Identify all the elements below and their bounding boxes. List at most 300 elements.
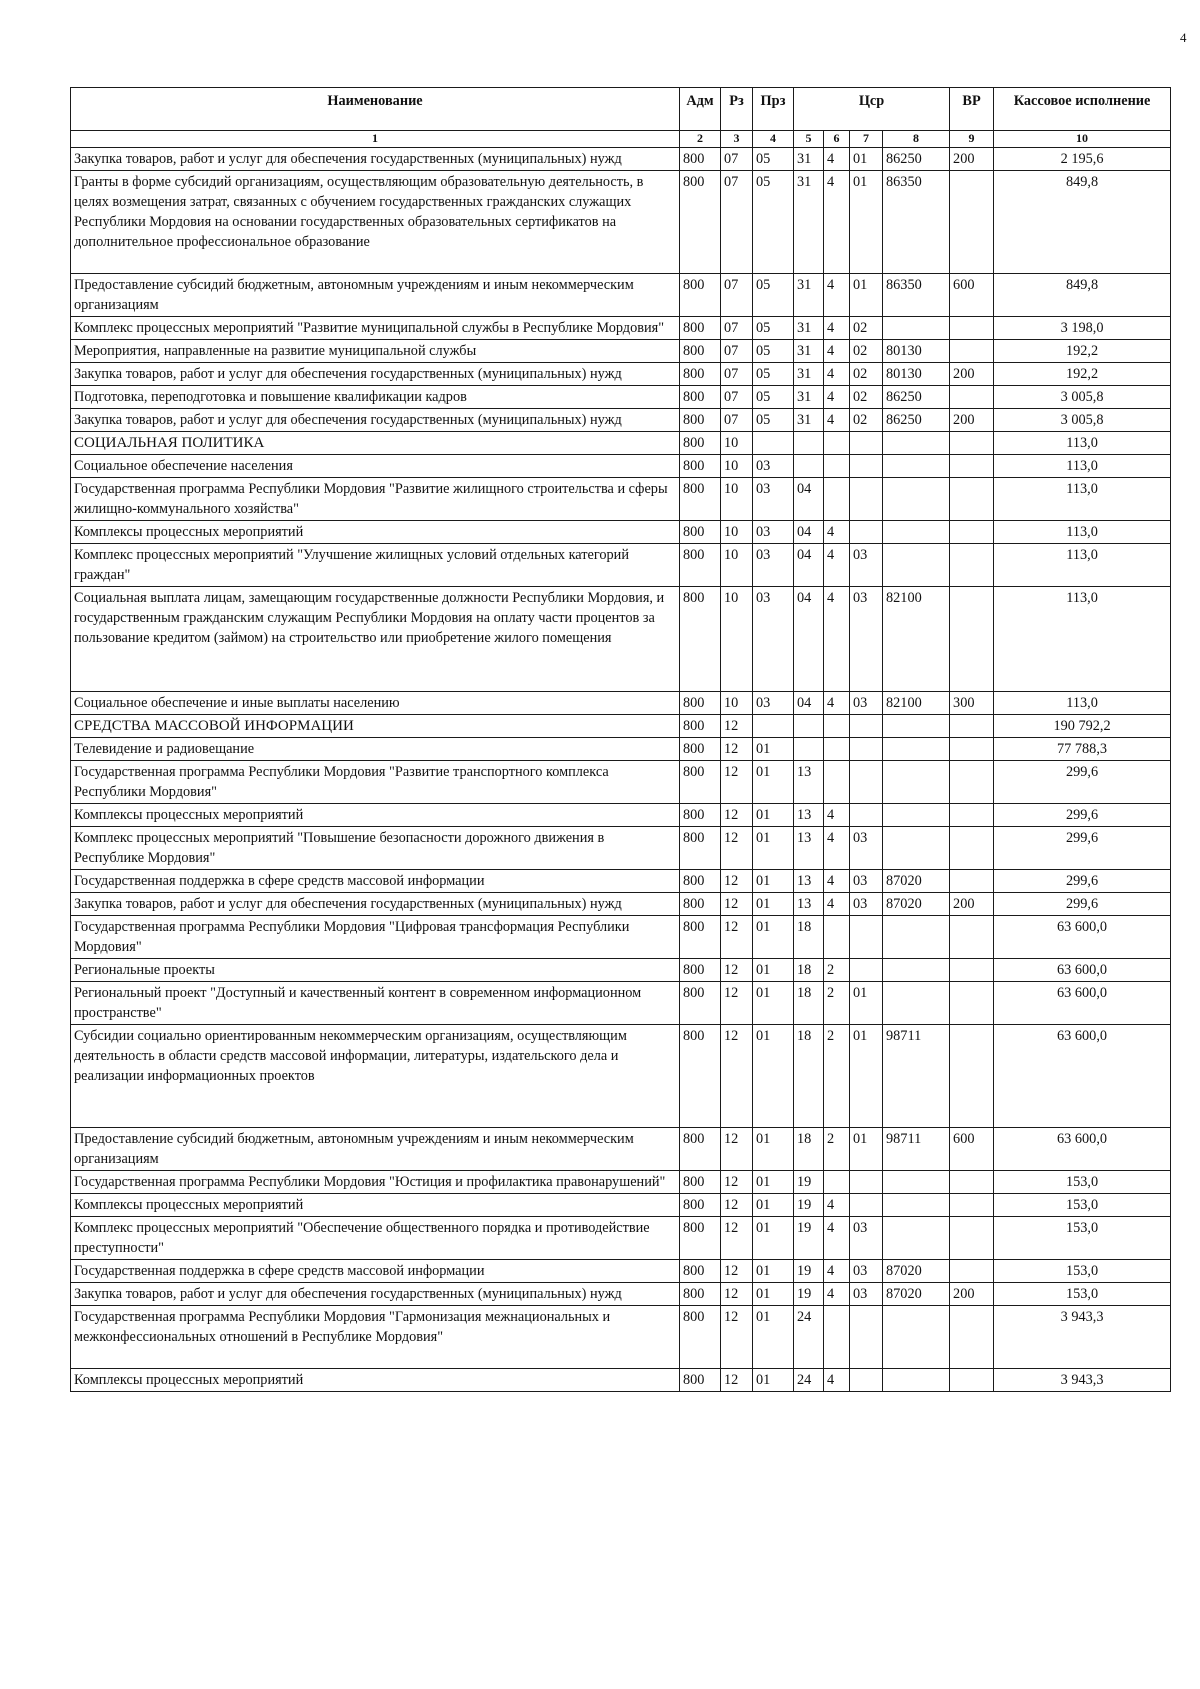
table-row xyxy=(71,386,1171,409)
row-prz: 05 xyxy=(753,274,794,317)
row-prz: 05 xyxy=(753,363,794,386)
row-adm: 800 xyxy=(680,1217,721,1260)
column-number: 3 xyxy=(721,131,753,148)
row-prz: 01 xyxy=(753,870,794,893)
row-rz: 10 xyxy=(721,478,753,521)
table-row xyxy=(71,148,1171,171)
row-name: Государственная поддержка в сфере средств массовой информации xyxy=(71,1260,680,1283)
row-csr-type: 4 xyxy=(824,804,850,827)
row-csr-structure: 02 xyxy=(850,340,883,363)
row-rz: 07 xyxy=(721,340,753,363)
row-amount: 113,0 xyxy=(994,544,1171,587)
row-csr-structure xyxy=(850,1369,883,1392)
row-csr-structure: 01 xyxy=(850,982,883,1025)
table-row xyxy=(71,587,1171,692)
row-csr-program: 31 xyxy=(794,171,824,274)
row-name: Государственная программа Республики Мордовия "Юстиция и профилактика правонарушений" xyxy=(71,1171,680,1194)
table-row xyxy=(71,455,1171,478)
row-amount: 3 943,3 xyxy=(994,1306,1171,1369)
row-csr-structure: 02 xyxy=(850,363,883,386)
header-csr: Цср xyxy=(794,88,950,131)
row-csr-structure: 01 xyxy=(850,148,883,171)
row-prz: 03 xyxy=(753,587,794,692)
header-rz: Рз xyxy=(721,88,753,131)
row-rz: 12 xyxy=(721,916,753,959)
row-adm: 800 xyxy=(680,409,721,432)
header-vr: ВР xyxy=(950,88,994,131)
row-amount: 153,0 xyxy=(994,1283,1171,1306)
row-csr-type: 2 xyxy=(824,1025,850,1128)
row-csr-type: 4 xyxy=(824,544,850,587)
row-name: Комплекс процессных мероприятий "Развитие муниципальной службы в Республике Мордовия" xyxy=(71,317,680,340)
row-amount: 153,0 xyxy=(994,1171,1171,1194)
row-vr xyxy=(950,715,994,738)
row-amount: 63 600,0 xyxy=(994,959,1171,982)
row-prz: 05 xyxy=(753,386,794,409)
row-csr-structure: 02 xyxy=(850,386,883,409)
column-number: 4 xyxy=(753,131,794,148)
row-amount: 299,6 xyxy=(994,761,1171,804)
row-csr-structure: 03 xyxy=(850,827,883,870)
row-csr-direction: 86350 xyxy=(883,171,950,274)
page-number: 4 xyxy=(1180,30,1187,45)
row-name: Государственная программа Республики Мордовия "Развитие транспортного комплекса Республики Мордовия" xyxy=(71,761,680,804)
row-csr-program: 24 xyxy=(794,1306,824,1369)
row-adm: 800 xyxy=(680,171,721,274)
row-name: Подготовка, переподготовка и повышение квалификации кадров xyxy=(71,386,680,409)
row-vr xyxy=(950,171,994,274)
row-prz: 01 xyxy=(753,1171,794,1194)
row-prz: 03 xyxy=(753,521,794,544)
row-vr xyxy=(950,544,994,587)
row-prz: 05 xyxy=(753,409,794,432)
row-prz: 01 xyxy=(753,1283,794,1306)
row-csr-structure: 03 xyxy=(850,1217,883,1260)
row-rz: 12 xyxy=(721,893,753,916)
table-row xyxy=(71,959,1171,982)
row-prz: 01 xyxy=(753,982,794,1025)
row-amount: 113,0 xyxy=(994,521,1171,544)
row-rz: 10 xyxy=(721,544,753,587)
row-vr xyxy=(950,1217,994,1260)
row-csr-direction xyxy=(883,982,950,1025)
row-name: Комплексы процессных мероприятий xyxy=(71,1369,680,1392)
row-prz: 01 xyxy=(753,1194,794,1217)
row-prz: 01 xyxy=(753,1128,794,1171)
row-csr-program: 13 xyxy=(794,893,824,916)
row-name: Предоставление субсидий бюджетным, автономным учреждениям и иным некоммерческим организациям xyxy=(71,274,680,317)
row-prz: 01 xyxy=(753,893,794,916)
row-name: Предоставление субсидий бюджетным, автономным учреждениям и иным некоммерческим организациям xyxy=(71,1128,680,1171)
table-row xyxy=(71,982,1171,1025)
row-name: Субсидии социально ориентированным некоммерческим организациям, осуществляющим деятельность в области средств массовой информации, литературы, издательского дела и реализации информационных проектов xyxy=(71,1025,680,1128)
row-vr xyxy=(950,1171,994,1194)
row-adm: 800 xyxy=(680,827,721,870)
row-csr-type xyxy=(824,715,850,738)
row-rz: 12 xyxy=(721,761,753,804)
row-name: Региональный проект "Доступный и качественный контент в современном информационном пространстве" xyxy=(71,982,680,1025)
row-amount: 299,6 xyxy=(994,893,1171,916)
table-row xyxy=(71,1025,1171,1128)
row-name: Государственная программа Республики Мордовия "Гармонизация межнациональных и межконфессиональных отношений в Республике Мордовия" xyxy=(71,1306,680,1369)
row-csr-program: 19 xyxy=(794,1283,824,1306)
row-csr-direction: 86250 xyxy=(883,409,950,432)
row-rz: 07 xyxy=(721,317,753,340)
row-amount: 299,6 xyxy=(994,870,1171,893)
row-csr-structure: 03 xyxy=(850,893,883,916)
row-vr xyxy=(950,478,994,521)
row-name: Телевидение и радиовещание xyxy=(71,738,680,761)
row-adm: 800 xyxy=(680,148,721,171)
table-row xyxy=(71,1128,1171,1171)
table-row xyxy=(71,738,1171,761)
row-adm: 800 xyxy=(680,982,721,1025)
row-csr-structure: 03 xyxy=(850,587,883,692)
row-rz: 10 xyxy=(721,432,753,455)
row-amount: 113,0 xyxy=(994,432,1171,455)
row-csr-type: 4 xyxy=(824,274,850,317)
row-csr-program: 18 xyxy=(794,982,824,1025)
table-row xyxy=(71,870,1171,893)
row-csr-program: 31 xyxy=(794,274,824,317)
row-csr-direction xyxy=(883,1194,950,1217)
row-name: Государственная поддержка в сфере средств массовой информации xyxy=(71,870,680,893)
row-csr-structure: 01 xyxy=(850,171,883,274)
row-name: Региональные проекты xyxy=(71,959,680,982)
row-csr-structure: 03 xyxy=(850,1283,883,1306)
row-prz: 01 xyxy=(753,1025,794,1128)
row-rz: 07 xyxy=(721,171,753,274)
row-name: СОЦИАЛЬНАЯ ПОЛИТИКА xyxy=(71,432,680,455)
row-name: Мероприятия, направленные на развитие муниципальной службы xyxy=(71,340,680,363)
row-vr xyxy=(950,587,994,692)
table-row xyxy=(71,692,1171,715)
row-rz: 12 xyxy=(721,1306,753,1369)
row-prz: 01 xyxy=(753,827,794,870)
row-csr-direction: 80130 xyxy=(883,363,950,386)
row-adm: 800 xyxy=(680,478,721,521)
header-execution: Кассовое исполнение xyxy=(994,88,1171,131)
row-csr-direction: 86250 xyxy=(883,148,950,171)
row-adm: 800 xyxy=(680,1283,721,1306)
row-rz: 10 xyxy=(721,692,753,715)
row-csr-type: 4 xyxy=(824,587,850,692)
row-prz: 01 xyxy=(753,916,794,959)
row-prz: 03 xyxy=(753,692,794,715)
row-csr-program: 24 xyxy=(794,1369,824,1392)
row-amount: 113,0 xyxy=(994,587,1171,692)
row-csr-structure: 03 xyxy=(850,1260,883,1283)
row-adm: 800 xyxy=(680,1194,721,1217)
row-adm: 800 xyxy=(680,1025,721,1128)
row-csr-direction xyxy=(883,1369,950,1392)
table-row xyxy=(71,432,1171,455)
row-amount: 3 943,3 xyxy=(994,1369,1171,1392)
row-name: Комплексы процессных мероприятий xyxy=(71,1194,680,1217)
row-vr xyxy=(950,761,994,804)
row-adm: 800 xyxy=(680,386,721,409)
row-prz: 05 xyxy=(753,171,794,274)
row-adm: 800 xyxy=(680,738,721,761)
row-csr-direction: 87020 xyxy=(883,1260,950,1283)
row-amount: 849,8 xyxy=(994,171,1171,274)
row-name: Комплекс процессных мероприятий "Обеспечение общественного порядка и противодействие преступности" xyxy=(71,1217,680,1260)
row-csr-type: 4 xyxy=(824,1260,850,1283)
row-name: Государственная программа Республики Мордовия "Цифровая трансформация Республики Мордовия" xyxy=(71,916,680,959)
row-csr-direction xyxy=(883,916,950,959)
row-name: Закупка товаров, работ и услуг для обеспечения государственных (муниципальных) нужд xyxy=(71,409,680,432)
table-row xyxy=(71,317,1171,340)
table-row xyxy=(71,715,1171,738)
row-name: Комплекс процессных мероприятий "Повышение безопасности дорожного движения в Республике Мордовия" xyxy=(71,827,680,870)
row-vr xyxy=(950,959,994,982)
row-csr-structure xyxy=(850,959,883,982)
row-rz: 12 xyxy=(721,1025,753,1128)
row-prz: 03 xyxy=(753,544,794,587)
row-csr-structure: 03 xyxy=(850,544,883,587)
column-number: 7 xyxy=(850,131,883,148)
row-adm: 800 xyxy=(680,432,721,455)
row-rz: 10 xyxy=(721,521,753,544)
row-rz: 12 xyxy=(721,982,753,1025)
row-csr-type: 4 xyxy=(824,171,850,274)
row-amount: 63 600,0 xyxy=(994,916,1171,959)
row-csr-type: 2 xyxy=(824,982,850,1025)
row-adm: 800 xyxy=(680,455,721,478)
row-rz: 07 xyxy=(721,409,753,432)
row-csr-type: 4 xyxy=(824,409,850,432)
row-amount: 113,0 xyxy=(994,692,1171,715)
row-csr-type: 4 xyxy=(824,1369,850,1392)
row-adm: 800 xyxy=(680,587,721,692)
row-csr-type xyxy=(824,455,850,478)
row-csr-type xyxy=(824,478,850,521)
row-csr-type: 4 xyxy=(824,870,850,893)
row-prz: 01 xyxy=(753,1217,794,1260)
row-name: Закупка товаров, работ и услуг для обеспечения государственных (муниципальных) нужд xyxy=(71,1283,680,1306)
row-csr-program: 13 xyxy=(794,827,824,870)
row-csr-program: 31 xyxy=(794,386,824,409)
header-row xyxy=(71,88,1171,131)
row-csr-type: 4 xyxy=(824,1283,850,1306)
row-rz: 12 xyxy=(721,1171,753,1194)
row-rz: 07 xyxy=(721,386,753,409)
column-number-row xyxy=(71,131,1171,148)
row-csr-program: 04 xyxy=(794,692,824,715)
row-adm: 800 xyxy=(680,521,721,544)
row-csr-type: 4 xyxy=(824,386,850,409)
row-csr-structure xyxy=(850,521,883,544)
row-csr-direction: 98711 xyxy=(883,1025,950,1128)
row-amount: 63 600,0 xyxy=(994,1128,1171,1171)
row-vr xyxy=(950,1025,994,1128)
row-csr-program: 04 xyxy=(794,587,824,692)
row-vr xyxy=(950,1260,994,1283)
row-csr-direction: 87020 xyxy=(883,893,950,916)
row-amount: 113,0 xyxy=(994,478,1171,521)
row-vr xyxy=(950,521,994,544)
row-csr-program xyxy=(794,455,824,478)
row-csr-type: 4 xyxy=(824,692,850,715)
row-csr-structure: 01 xyxy=(850,1025,883,1128)
row-prz xyxy=(753,715,794,738)
row-vr xyxy=(950,738,994,761)
row-name: СРЕДСТВА МАССОВОЙ ИНФОРМАЦИИ xyxy=(71,715,680,738)
row-csr-direction xyxy=(883,715,950,738)
table-row xyxy=(71,1306,1171,1369)
row-csr-type xyxy=(824,738,850,761)
row-csr-direction xyxy=(883,521,950,544)
row-vr xyxy=(950,982,994,1025)
column-number: 6 xyxy=(824,131,850,148)
row-csr-structure xyxy=(850,1194,883,1217)
row-amount: 63 600,0 xyxy=(994,1025,1171,1128)
row-csr-type xyxy=(824,1171,850,1194)
row-amount: 153,0 xyxy=(994,1217,1171,1260)
table-row xyxy=(71,340,1171,363)
column-number: 5 xyxy=(794,131,824,148)
table-row xyxy=(71,274,1171,317)
row-csr-structure xyxy=(850,738,883,761)
row-csr-structure: 01 xyxy=(850,274,883,317)
row-rz: 12 xyxy=(721,827,753,870)
row-csr-structure xyxy=(850,761,883,804)
row-name: Гранты в форме субсидий организациям, осуществляющим образовательную деятельность, в целях возмещения затрат, связанных с обучением государственных гражданских служащих Республики Мордовия на основании государственных образовательных сертификатов на дополнительное профессиональное образование xyxy=(71,171,680,274)
column-number: 10 xyxy=(994,131,1171,148)
table-row xyxy=(71,1283,1171,1306)
row-csr-program: 31 xyxy=(794,317,824,340)
row-rz: 10 xyxy=(721,587,753,692)
row-adm: 800 xyxy=(680,804,721,827)
row-rz: 10 xyxy=(721,455,753,478)
row-csr-direction: 86250 xyxy=(883,386,950,409)
table-row xyxy=(71,827,1171,870)
row-csr-structure: 01 xyxy=(850,1128,883,1171)
row-amount: 77 788,3 xyxy=(994,738,1171,761)
row-csr-direction xyxy=(883,1217,950,1260)
header-adm: Адм xyxy=(680,88,721,131)
row-amount: 3 005,8 xyxy=(994,386,1171,409)
table-row xyxy=(71,409,1171,432)
row-csr-structure xyxy=(850,916,883,959)
row-csr-program: 19 xyxy=(794,1217,824,1260)
row-amount: 113,0 xyxy=(994,455,1171,478)
row-csr-type: 4 xyxy=(824,893,850,916)
row-csr-structure xyxy=(850,715,883,738)
row-csr-type xyxy=(824,761,850,804)
table-row xyxy=(71,916,1171,959)
row-csr-direction xyxy=(883,959,950,982)
row-csr-program: 04 xyxy=(794,544,824,587)
row-vr xyxy=(950,1194,994,1217)
row-csr-program xyxy=(794,432,824,455)
row-vr: 600 xyxy=(950,274,994,317)
header-name: Наименование xyxy=(71,88,680,131)
row-vr: 200 xyxy=(950,148,994,171)
row-prz: 01 xyxy=(753,959,794,982)
row-vr xyxy=(950,432,994,455)
row-rz: 12 xyxy=(721,959,753,982)
row-vr xyxy=(950,386,994,409)
row-amount: 63 600,0 xyxy=(994,982,1171,1025)
row-csr-type: 4 xyxy=(824,363,850,386)
row-vr xyxy=(950,340,994,363)
row-csr-type: 4 xyxy=(824,1217,850,1260)
row-rz: 12 xyxy=(721,870,753,893)
row-adm: 800 xyxy=(680,274,721,317)
row-csr-direction: 82100 xyxy=(883,587,950,692)
row-csr-structure xyxy=(850,1306,883,1369)
table-row xyxy=(71,1171,1171,1194)
row-csr-type: 4 xyxy=(824,827,850,870)
row-prz: 03 xyxy=(753,455,794,478)
row-csr-direction: 87020 xyxy=(883,870,950,893)
column-number: 8 xyxy=(883,131,950,148)
row-csr-direction xyxy=(883,804,950,827)
row-rz: 12 xyxy=(721,1283,753,1306)
row-rz: 07 xyxy=(721,274,753,317)
row-csr-structure xyxy=(850,1171,883,1194)
row-prz: 01 xyxy=(753,804,794,827)
row-rz: 12 xyxy=(721,1369,753,1392)
table-row xyxy=(71,521,1171,544)
row-csr-structure xyxy=(850,455,883,478)
table-row xyxy=(71,1369,1171,1392)
row-adm: 800 xyxy=(680,692,721,715)
row-csr-program: 19 xyxy=(794,1194,824,1217)
row-csr-type: 4 xyxy=(824,148,850,171)
row-csr-program xyxy=(794,715,824,738)
row-csr-program: 04 xyxy=(794,521,824,544)
row-amount: 299,6 xyxy=(994,827,1171,870)
row-prz: 01 xyxy=(753,1260,794,1283)
row-csr-structure xyxy=(850,432,883,455)
row-adm: 800 xyxy=(680,1171,721,1194)
row-vr xyxy=(950,1369,994,1392)
row-csr-type: 2 xyxy=(824,959,850,982)
row-csr-direction xyxy=(883,317,950,340)
table-row xyxy=(71,804,1171,827)
row-csr-program: 31 xyxy=(794,340,824,363)
row-csr-direction xyxy=(883,1171,950,1194)
budget-execution-table xyxy=(70,87,1171,1392)
row-csr-structure xyxy=(850,478,883,521)
row-rz: 12 xyxy=(721,1194,753,1217)
row-amount: 153,0 xyxy=(994,1194,1171,1217)
row-prz: 05 xyxy=(753,340,794,363)
row-prz: 05 xyxy=(753,317,794,340)
row-prz: 01 xyxy=(753,738,794,761)
row-csr-type: 4 xyxy=(824,340,850,363)
row-vr: 200 xyxy=(950,409,994,432)
row-rz: 07 xyxy=(721,363,753,386)
row-adm: 800 xyxy=(680,317,721,340)
row-adm: 800 xyxy=(680,761,721,804)
row-name: Комплексы процессных мероприятий xyxy=(71,521,680,544)
row-adm: 800 xyxy=(680,363,721,386)
table-row xyxy=(71,544,1171,587)
row-csr-program: 13 xyxy=(794,804,824,827)
row-prz: 01 xyxy=(753,1369,794,1392)
row-csr-structure: 02 xyxy=(850,317,883,340)
row-vr xyxy=(950,1306,994,1369)
row-csr-program: 19 xyxy=(794,1171,824,1194)
row-csr-direction xyxy=(883,478,950,521)
table-body xyxy=(71,148,1171,1392)
table-row xyxy=(71,893,1171,916)
column-number: 2 xyxy=(680,131,721,148)
table-row xyxy=(71,761,1171,804)
